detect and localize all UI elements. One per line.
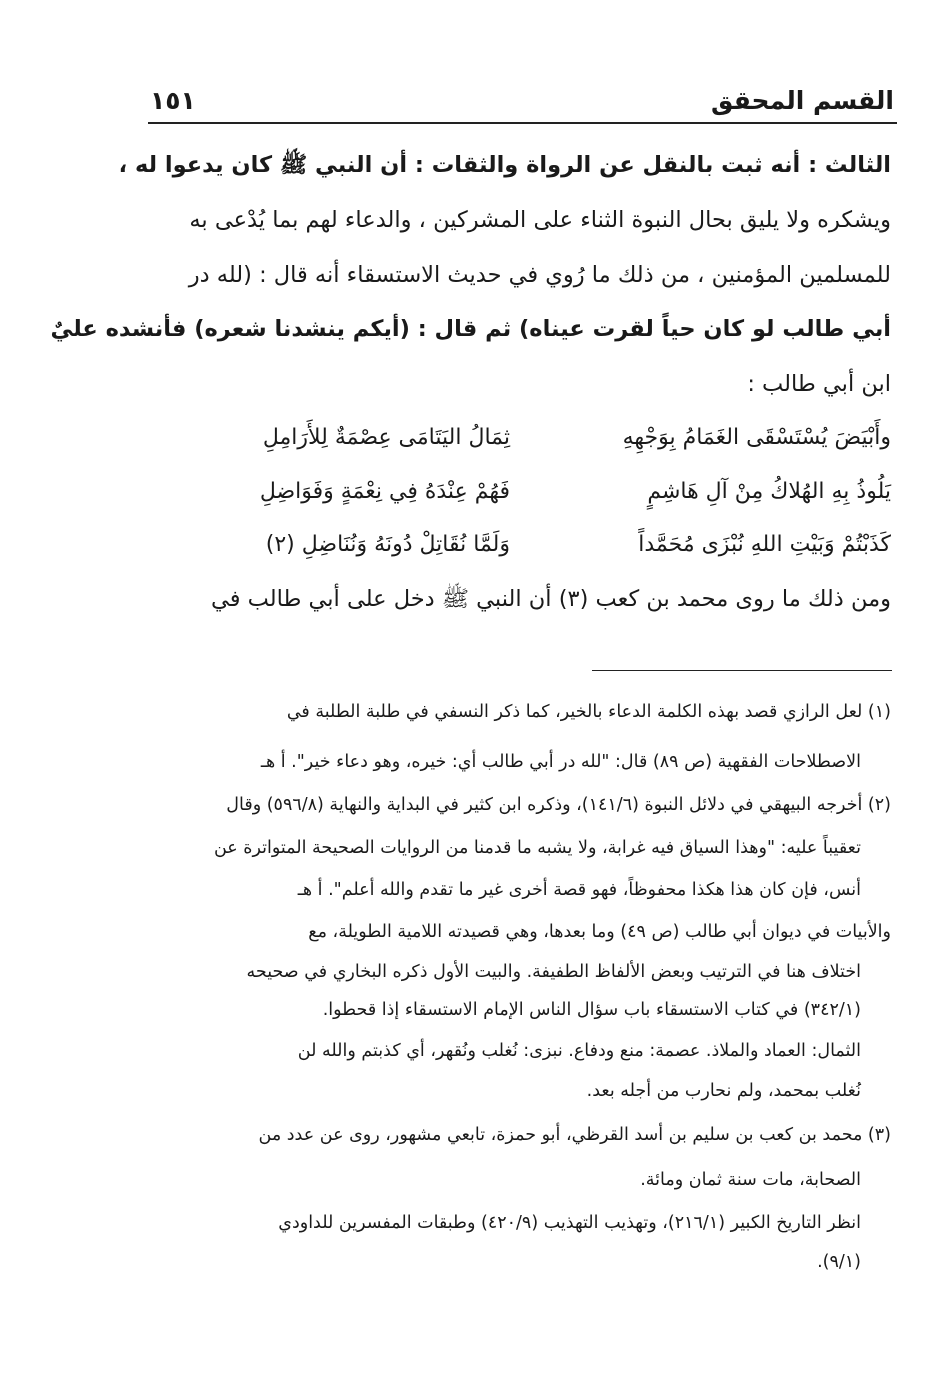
verse-3-second-hemistich: وَلَمَّا نُقَاتِلْ دُونَهُ وَنُنَاضِلِ (٢) bbox=[265, 532, 510, 557]
footnote-2-line-4: والأبيات في ديوان أبي طالب (ص ٤٩) وما بعدها، وهي قصيدته اللامية الطويلة، مع bbox=[308, 922, 891, 942]
body-line-3: للمسلمين المؤمنين ، من ذلك ما رُوي في حديث الاستسقاء أنه قال : (لله در bbox=[188, 262, 891, 288]
verse-1-second-hemistich: ثِمَالُ اليَتَامَى عِصْمَةٌ لِلأَرَامِلِ bbox=[262, 425, 510, 450]
verse-2-first-hemistich: يَلُوذُ بِهِ الهُلاكُ مِنْ آلِ هَاشِمٍ bbox=[647, 479, 891, 504]
footnote-2-line-7: الثمال: العماد والملاذ. عصمة: منع ودفاع. نبزى: نُغلب ونُقهر، أي كذبتم والله لن bbox=[297, 1041, 861, 1061]
footnote-3-line-2: الصحابة، مات سنة ثمان ومائة. bbox=[640, 1170, 861, 1190]
footnote-1-line-1: (١) لعل الرازي قصد بهذه الكلمة الدعاء بالخير، كما ذكر النسفي في طلبة الطلبة في bbox=[286, 702, 891, 722]
body-line-1: الثالث : أنه ثبت بالنقل عن الرواة والثقات : أن النبي ﷺ كان يدعوا له ، bbox=[118, 152, 891, 178]
footnote-1-line-2: الاصطلاحات الفقهية (ص ٨٩) قال: "لله در أبي طالب أي: خيره، وهو دعاء خير". أ هـ bbox=[260, 752, 861, 772]
body-line-5: ابن أبي طالب : bbox=[747, 371, 891, 397]
header-rule bbox=[148, 122, 897, 124]
footnote-2-line-1: (٢) أخرجه البيهقي في دلائل النبوة (١٤١/٦)، وذكره ابن كثير في البداية والنهاية (٥٩٦/٨) وقال bbox=[226, 795, 891, 815]
verse-2-second-hemistich: فَهُمْ عِنْدَهُ فِي نِعْمَةٍ وَفَوَاضِلِ bbox=[259, 479, 510, 504]
body-line-9: ومن ذلك ما روى محمد بن كعب (٣) أن النبي ﷺ دخل على أبي طالب في bbox=[211, 586, 891, 612]
footnote-2-line-8: نُغلب بمحمد، ولم نحارب من أجله بعد. bbox=[586, 1081, 861, 1101]
body-line-2: ويشكره ولا يليق بحال النبوة الثناء على المشركين ، والدعاء لهم بما يُدْعى به bbox=[189, 207, 891, 233]
verse-3-first-hemistich: كَذَبْتُمْ وَبَيْتِ اللهِ نُبْزَى مُحَمَّداً bbox=[638, 532, 891, 557]
footnote-3-line-4: (٩/١). bbox=[817, 1252, 861, 1272]
footnote-2-line-6: (٣٤٢/١) في كتاب الاستسقاء باب سؤال الناس الإمام الاستسقاء إذا قحطوا. bbox=[322, 1000, 861, 1020]
footnote-separator bbox=[592, 670, 892, 671]
footnote-2-line-2: تعقيباً عليه: "وهذا السياق فيه غرابة، ولا يشبه ما قدمنا من الروايات الصحيحة المتواترة عن bbox=[213, 838, 861, 858]
verse-1-first-hemistich: وأَبْيَضَ يُسْتَسْقَى الغَمَامُ بِوَجْهِهِ bbox=[622, 425, 891, 450]
running-header-title: القسم المحقق bbox=[711, 86, 894, 115]
footnote-2-line-3: أنس، فإن كان هذا هكذا محفوظاً، فهو قصة أخرى غير ما تقدم والله أعلم". أ هـ bbox=[297, 880, 861, 900]
body-line-4: أبي طالب لو كان حياً لقرت عيناه) ثم قال : (أيكم ينشدنا شعره) فأنشده عليٌ bbox=[50, 316, 891, 342]
page-number: ١٥١ bbox=[150, 86, 196, 115]
footnote-3-line-3: انظر التاريخ الكبير (٢١٦/١)، وتهذيب التهذيب (٤٢٠/٩) وطبقات المفسرين للداودي bbox=[278, 1213, 861, 1233]
footnote-3-line-1: (٣) محمد بن كعب بن سليم بن أسد القرظي، أبو حمزة، تابعي مشهور، روى عن عدد من bbox=[258, 1125, 891, 1145]
footnote-2-line-5: اختلاف هنا في الترتيب وبعض الألفاظ الطفيفة. والبيت الأول ذكره البخاري في صحيحه bbox=[246, 962, 861, 982]
